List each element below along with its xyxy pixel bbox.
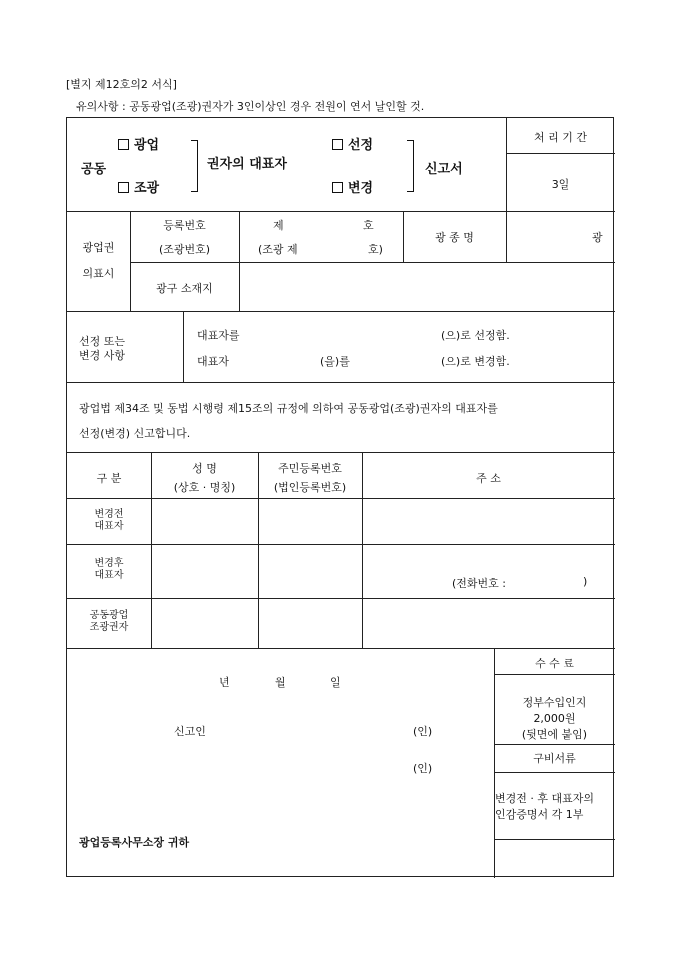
checkbox-icon[interactable] — [332, 182, 343, 193]
divider — [67, 648, 615, 649]
col-id-2: (법인등록번호) — [273, 481, 347, 494]
selection-line2-b: (을)를 — [320, 355, 350, 368]
divider — [239, 211, 240, 311]
checkbox-mining[interactable] — [118, 134, 159, 153]
divider — [67, 544, 615, 545]
notice-text: 유의사항 : 공동광업(조광)권자가 3인이상인 경우 전원이 연서 날인할 것. — [76, 100, 425, 113]
row-joint-label-2: 조광권자 — [89, 622, 129, 633]
report-form — [66, 117, 614, 877]
selection-label-1: 선정 또는 — [79, 335, 126, 348]
bracket-right — [191, 140, 198, 192]
fee-line-3: (뒷면에 붙임) — [521, 728, 588, 741]
row-before-label-1: 변경전 — [94, 509, 124, 520]
divider — [506, 211, 507, 262]
docs-label: 구비서류 — [533, 752, 576, 765]
lease-no-prefix: (조광 제 — [258, 243, 298, 256]
col-id-1: 주민등록번호 — [278, 462, 342, 475]
divider — [67, 452, 615, 453]
date-day: 일 — [330, 676, 341, 689]
reg-no-prefix: 제 — [273, 219, 284, 232]
row-after-label-1: 변경후 — [94, 558, 124, 569]
selection-line2-a: 대표자 — [197, 355, 229, 368]
reg-no-label: 등록번호 — [163, 219, 206, 232]
recipient: 광업등록사무소장 귀하 — [79, 836, 190, 849]
processing-value: 3일 — [551, 178, 570, 191]
mine-rights-label-1: 광업권 — [82, 241, 115, 254]
title-prefix: 공동 — [81, 162, 107, 177]
divider — [494, 744, 615, 745]
divider — [494, 839, 615, 840]
divider — [67, 598, 615, 599]
checkbox-lease-label: 조광 — [134, 181, 160, 196]
divider — [67, 211, 615, 212]
selection-label-2: 변경 사항 — [79, 349, 126, 362]
title-suffix: 신고서 — [425, 162, 463, 177]
divider — [494, 772, 615, 773]
phone-close: ) — [583, 575, 588, 588]
lease-no-suffix: 호) — [368, 243, 383, 256]
phone-label: (전화번호 : — [452, 577, 506, 590]
divider — [183, 311, 184, 382]
reg-no-suffix: 호 — [363, 219, 374, 232]
checkbox-mining-label: 광업 — [134, 138, 160, 153]
fee-label: 수 수 료 — [535, 657, 574, 670]
docs-line-2: 인감증명서 각 1부 — [495, 808, 584, 821]
checkbox-icon[interactable] — [118, 182, 129, 193]
checkbox-icon[interactable] — [332, 139, 343, 150]
col-name-1: 성 명 — [192, 462, 217, 475]
statement-line-1: 광업법 제34조 및 동법 시행령 제15조의 규정에 의하여 공동광업(조광)권자의 대표자를 — [79, 402, 498, 415]
divider — [494, 674, 615, 675]
checkbox-lease[interactable] — [118, 177, 159, 196]
divider — [67, 311, 615, 312]
seal-mark-2: (인) — [413, 762, 433, 775]
divider — [67, 498, 615, 499]
selection-line1-b: (으)로 선정함. — [441, 329, 510, 342]
mineral-suffix: 광 — [592, 231, 603, 244]
divider — [506, 153, 615, 154]
row-joint-label-1: 공동광업 — [89, 610, 129, 621]
selection-line2-c: (으)로 변경함. — [441, 355, 510, 368]
col-address: 주 소 — [476, 472, 501, 485]
seal-mark-1: (인) — [413, 725, 433, 738]
fee-line-2: 2,000원 — [533, 712, 576, 725]
statement-line-2: 선정(변경) 신고합니다. — [79, 427, 191, 440]
date-year: 년 — [219, 676, 230, 689]
row-before-label-2: 대표자 — [94, 521, 124, 532]
mineral-label: 광 종 명 — [435, 231, 474, 244]
processing-label: 처 리 기 간 — [534, 131, 587, 144]
selection-line1-a: 대표자를 — [197, 329, 240, 342]
checkbox-select-label: 선정 — [348, 138, 374, 153]
col-division: 구 분 — [96, 472, 122, 485]
checkbox-icon[interactable] — [118, 139, 129, 150]
divider — [67, 382, 615, 383]
row-after-label-2: 대표자 — [94, 570, 124, 581]
reg-no-sub: (조광번호) — [158, 243, 211, 256]
checkbox-select[interactable] — [332, 134, 373, 153]
mine-rights-label-2: 의표시 — [82, 267, 115, 280]
bracket-right — [407, 140, 414, 192]
date-month: 월 — [275, 676, 286, 689]
fee-line-1: 정부수입인지 — [522, 696, 587, 709]
checkbox-change-label: 변경 — [348, 181, 374, 196]
title-middle: 권자의 대표자 — [207, 157, 287, 172]
checkbox-change[interactable] — [332, 177, 373, 196]
docs-line-1: 변경전 · 후 대표자의 — [495, 792, 594, 805]
location-label: 광구 소재지 — [156, 282, 213, 295]
col-name-2: (상호 · 명칭) — [173, 481, 236, 494]
form-reference: [별지 제12호의2 서식] — [66, 78, 177, 91]
divider — [130, 262, 615, 263]
applicant-label: 신고인 — [174, 725, 206, 738]
